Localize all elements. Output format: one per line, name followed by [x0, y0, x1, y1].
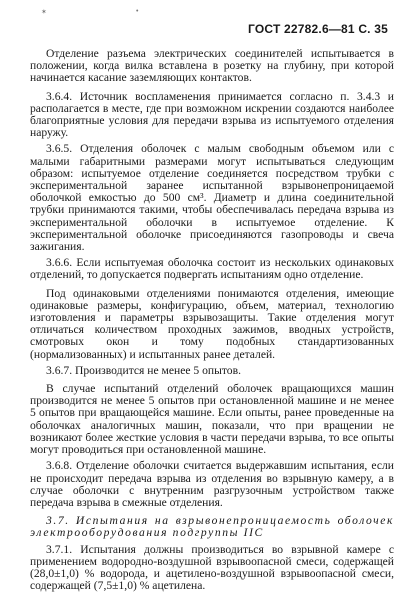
- scan-mark: •: [136, 8, 139, 15]
- document-body: [30, 48, 394, 598]
- paragraph-3-6-6: 3.6.6. Если испытуемая оболочка состоит из нескольких одинаковых отделений, то допускается подвергать испытаниям одно отделение.: [30, 256, 394, 282]
- paragraph-3-6-4: 3.6.4. Источник воспламенения принимается согласно п. 3.4.3 и располагается в месте, где при возможном искрении создаются наиболее благоприятные условия для передачи взрыва из испытуемого отделения наружу.: [30, 89, 394, 140]
- paragraph-3-6-8: 3.6.8. Отделение оболочки считается выдержавшим испытания, если не происходит передача взрыва из отделения во взрывную камеру, а в случае оболочки с внутренним разгрузочным устройством также передача взрыва в смежные отделения.: [30, 459, 394, 509]
- paragraph: Отделение разъема электрических соединителей испытывается в положении, когда вилка вставлена в розетку на глубину, при которой начинается касание заземляющих контактов.: [30, 47, 394, 85]
- paragraph-3-6-7: 3.6.7. Производится не менее 5 опытов.: [46, 363, 241, 377]
- page-header: ГОСТ 22782.6—81 С. 35: [248, 22, 388, 36]
- scan-mark: ✶: [41, 9, 47, 16]
- paragraph-3-6-5: 3.6.5. Отделения оболочек с малым свободным объемом или с малыми габаритными размерами могут испытываться следующим образом: испытуемое отделение соединяется посредством трубки с экспериментальной заранее испытанной взрывонепроницаемой оболочкой емкостью до 500 см³. Диаметр и длина соединительной трубки принимаются такими, чтобы обеспечивалась передача взрыва из экспериментальной оболочки в испытуемое отделение. К экспериментальной оболочке присоединяются газопроводы и свеча зажигания.: [30, 142, 394, 254]
- section-heading-3-7: 3.7. Испытания на взрывонепроницаемость оболочек электрооборудования подгруппы IIC: [30, 514, 394, 540]
- paragraph: В случае испытаний отделений оболочек вращающихся машин производится не менее 5 опытов при остановленной машине и не менее 5 опытов при вращающейся машине. Если опыты, ранее проведенные на оболочках аналогичных машин, показали, что при вращении не возникают более жесткие условия в части передачи взрыва, то все опыты могут проводиться при остановленной машине.: [30, 382, 394, 457]
- paragraph: Под одинаковыми отделениями понимаются отделения, имеющие одинаковые размеры, конфигурацию, объем, материал, технологию изготовления и параметры взрывозащиты. Такие отделения могут отличаться количеством проходных зажимов, вводных устройств, смотровых окон и тому подобных стандартизованных (нормализованных) и испытанных ранее деталей.: [30, 286, 394, 361]
- paragraph-3-7-1: 3.7.1. Испытания должны производиться во взрывной камере с применением водородно-воздушной взрывоопасной смеси, содержащей (28,0±1,0) % водорода, и ацетилено-воздушной взрывоопасной смеси, содержащей (7,5±1,0) % ацетилена.: [30, 542, 394, 593]
